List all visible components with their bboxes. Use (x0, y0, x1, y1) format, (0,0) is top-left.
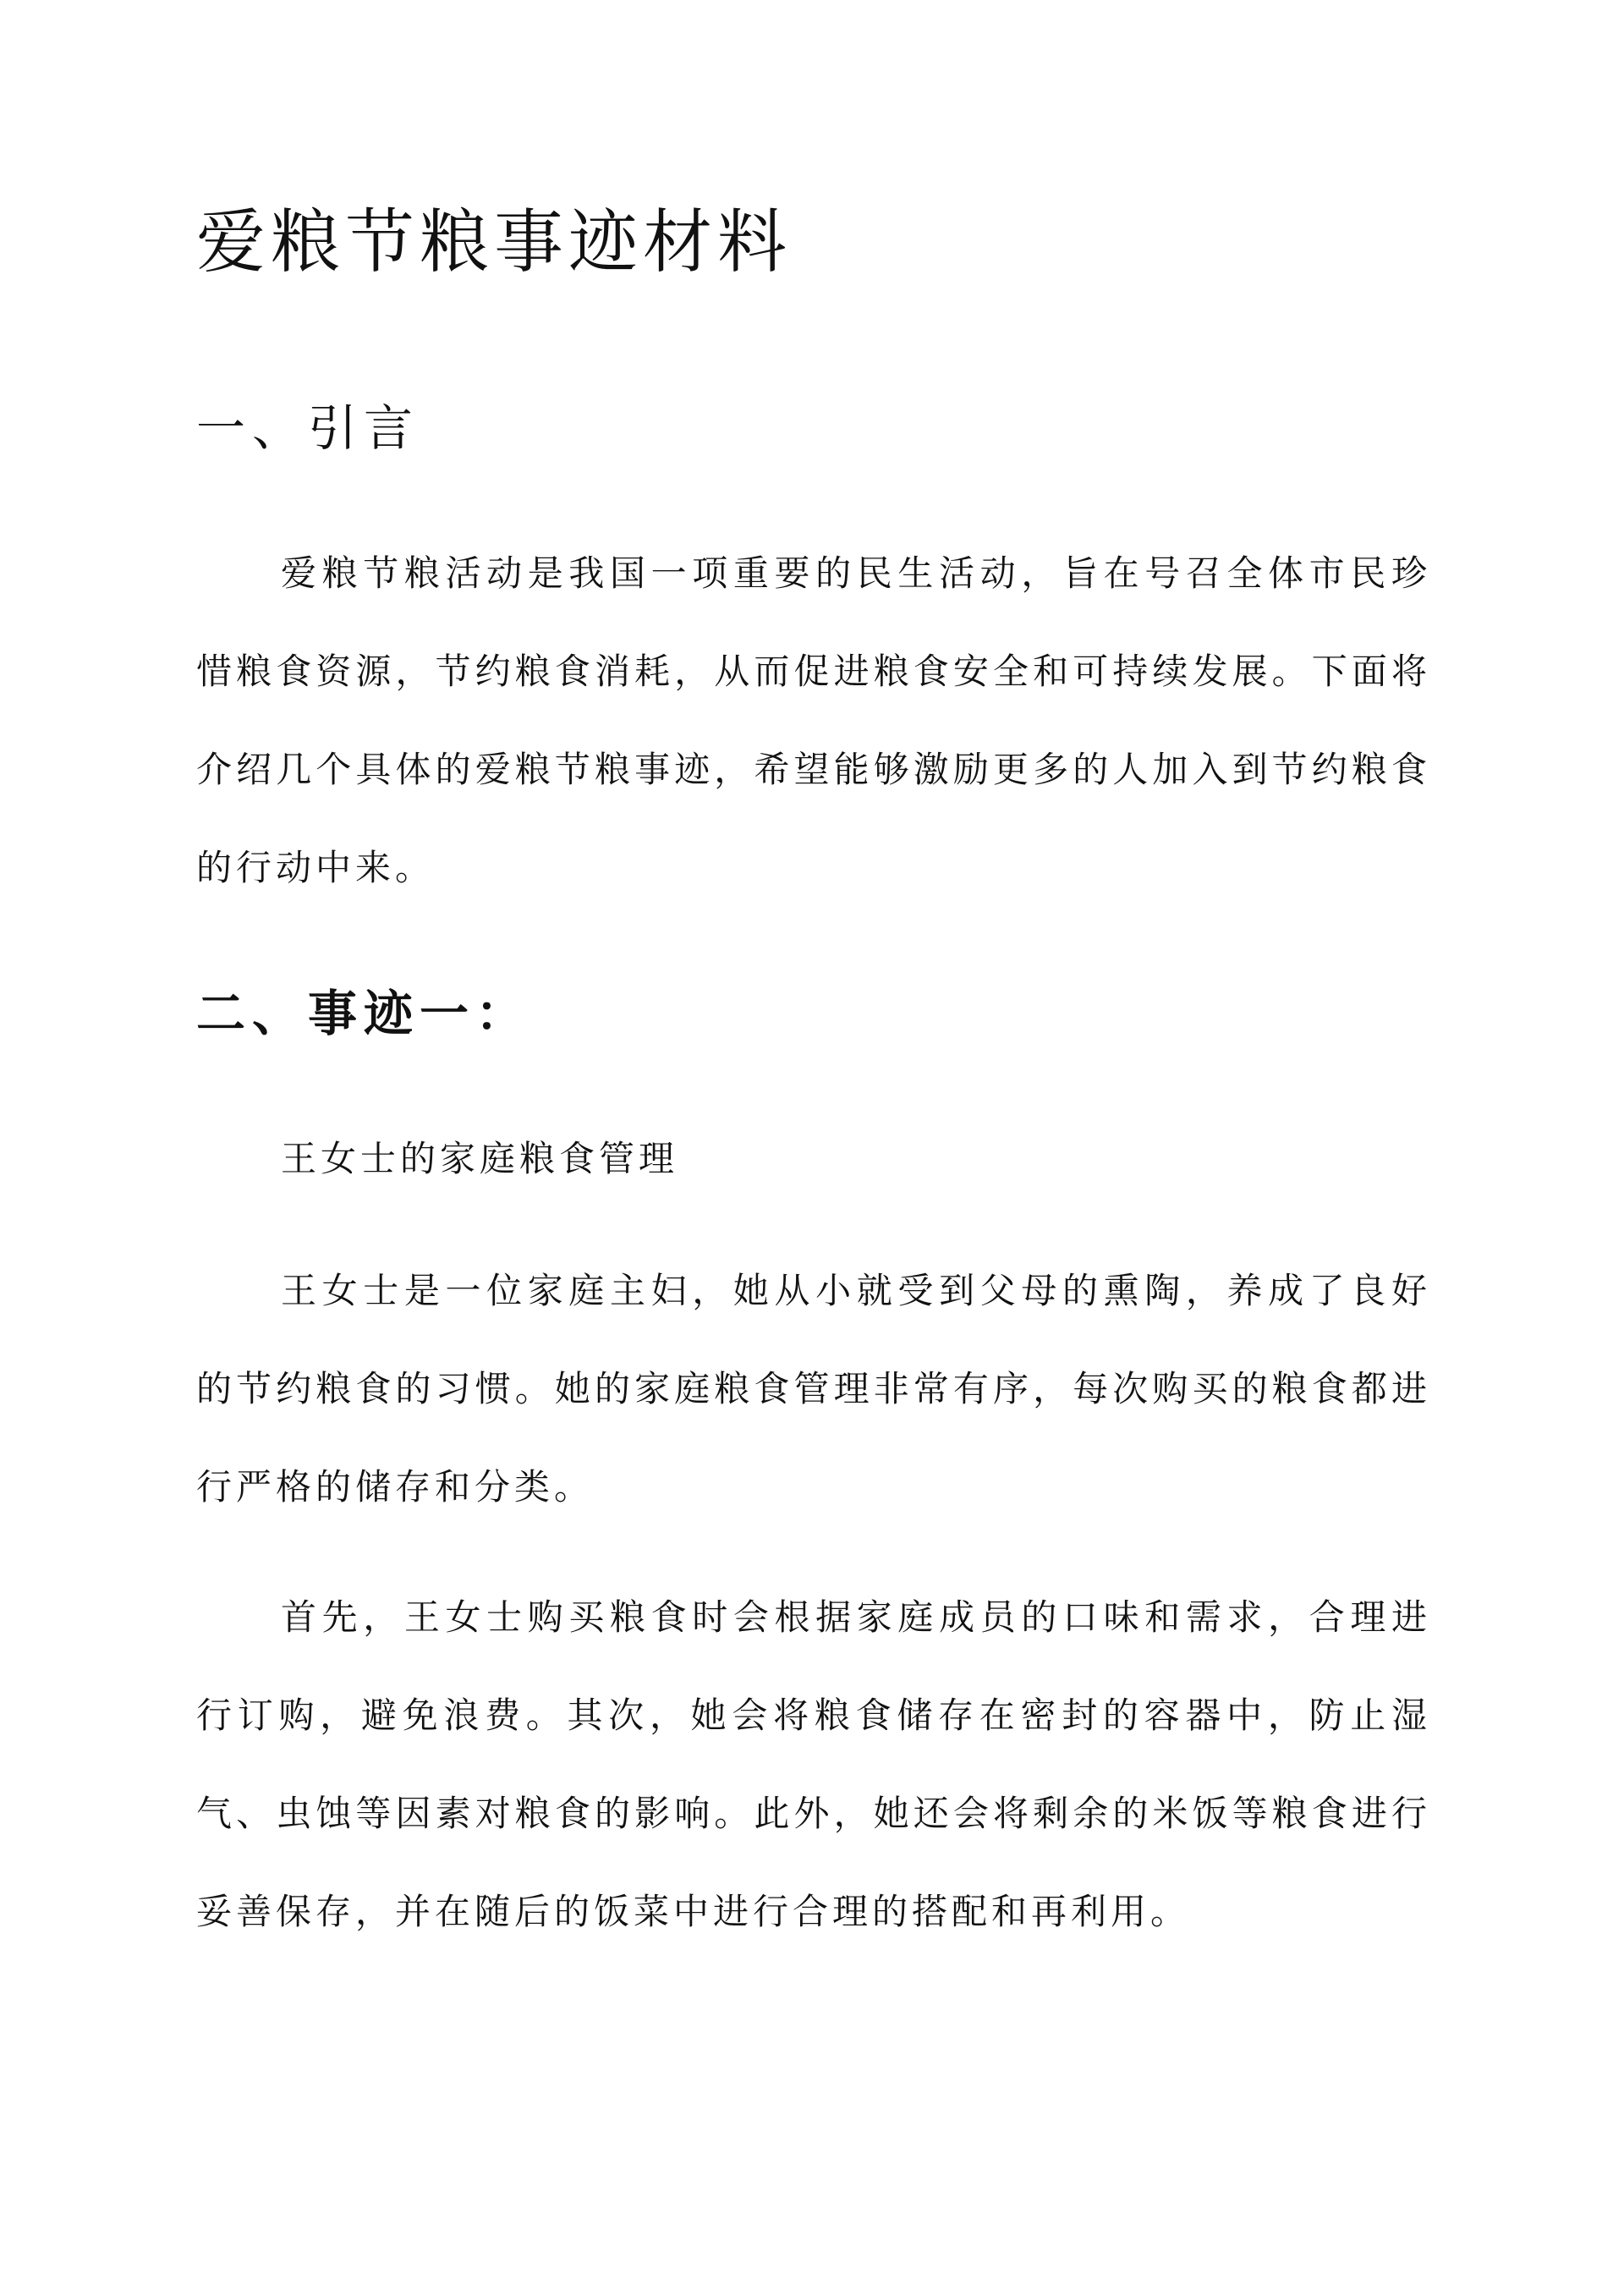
story-one-subtitle: 王女士的家庭粮食管理 (281, 1138, 679, 1179)
story-one-paragraph-2: 首先，王女士购买粮食时会根据家庭成员的口味和需求，合理进行订购，避免浪费。其次，她会将粮食储存在密封的容器中，防止湿气、虫蚀等因素对粮食的影响。此外，她还会将剩余的米饭等粮食进行妥善保存，并在随后的饭菜中进行合理的搭配和再利用。 (196, 1596, 1431, 1932)
section-heading-introduction: 一、引言 (196, 399, 420, 457)
section-heading-story-one: 二、事迹一： (196, 985, 532, 1042)
introduction-paragraph: 爱粮节粮活动是我国一项重要的民生活动，旨在号召全体市民珍惜粮食资源，节约粮食消耗，从而促进粮食安全和可持续发展。下面将介绍几个具体的爱粮节粮事迹，希望能够激励更多的人加入到节约粮食的行动中来。 (196, 552, 1431, 888)
document-title: 爱粮节粮事迹材料 (196, 202, 793, 283)
story-one-paragraph-1: 王女士是一位家庭主妇，她从小就受到父母的熏陶，养成了良好的节约粮食的习惯。她的家庭粮食管理非常有序，每次购买的粮食都进行严格的储存和分类。 (196, 1270, 1431, 1508)
